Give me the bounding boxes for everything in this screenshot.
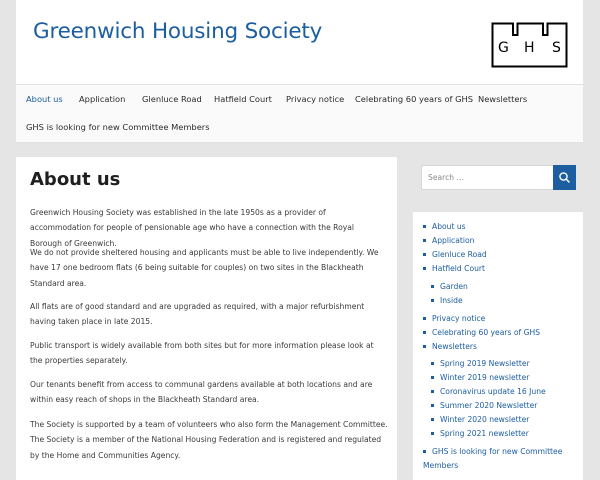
sidebar-menu [413,212,583,480]
paragraph-transport: Public transport is widely available from both sites but for more information please look at the properties separately. [30,341,374,366]
logo-letter-s: S [552,40,561,56]
site-title[interactable]: Greenwich Housing Society [33,19,323,44]
sidebar-item-committee-members[interactable] [423,447,562,456]
paragraph-establishment: Greenwich Housing Society was established in the late 1950s as a provider of accommodation for people of pensionable age who have a connection with the Royal Borough of Greenwich. [30,208,355,248]
bullet-icon [431,390,434,393]
search-form [421,165,575,190]
paragraph-management: The Society is supported by a team of volunteers who also form the Management Committee. The Society is a member of the National Housing Federation and is registered and regulated by the Home and Communities Agency. [30,420,388,460]
sidebar-item-label: Spring 2019 Newsletter [440,359,530,368]
divider-band [16,143,583,157]
main-content [16,157,397,480]
bullet-icon [431,432,434,435]
sidebar-item-label: Application [432,236,475,245]
sidebar-item-winter-2019[interactable] [431,373,529,382]
bullet-icon [423,331,426,334]
sidebar-item-label: GHS is looking for new Committee [432,447,563,456]
sidebar-item-spring-2021[interactable] [431,429,529,438]
nav-item-glenluce-road[interactable]: Glenluce Road [142,94,202,104]
bullet-icon [423,253,426,256]
bullet-icon [431,299,434,302]
column-gap [397,157,413,480]
bullet-icon [423,267,426,270]
sidebar-item-label: Spring 2021 newsletter [440,429,529,438]
ghs-logo[interactable] [491,22,568,68]
nav-item-about-us[interactable]: About us [26,94,63,104]
nav-item-committee-members[interactable]: GHS is looking for new Committee Members [26,122,210,132]
sidebar-item-application[interactable] [423,236,474,245]
bullet-icon [431,404,434,407]
page-title: About us [30,169,121,190]
nav-item-newsletters[interactable]: Newsletters [478,94,528,104]
sidebar-item-newsletters[interactable] [423,342,477,351]
search-icon [553,165,576,190]
sidebar-item-label: About us [432,222,466,231]
bullet-icon [423,450,426,453]
sidebar-item-label: Celebrating 60 years of GHS [432,328,541,337]
sidebar-item-celebrating-60-years[interactable] [423,328,540,337]
bullet-icon [423,225,426,228]
bullet-icon [431,362,434,365]
nav-item-celebrating-60-years[interactable]: Celebrating 60 years of GHS [355,94,474,104]
site-header [16,0,583,84]
sidebar-item-spring-2019[interactable] [431,359,530,368]
bullet-icon [423,239,426,242]
logo-letter-h: H [524,40,535,56]
sidebar-item-inside[interactable] [431,296,463,305]
sidebar-item-hatfield-court[interactable] [423,264,485,273]
bullet-icon [431,285,434,288]
sidebar-item-label: Winter 2020 newsletter [440,415,530,424]
sidebar-item-label: Privacy notice [432,314,486,323]
sidebar-item-label: Coronavirus update 16 June [440,387,546,396]
sidebar-item-label: Summer 2020 Newsletter [440,401,538,410]
bullet-icon [431,376,434,379]
sidebar-item-label: Inside [440,296,463,305]
paragraph-independence: We do not provide sheltered housing and applicants must be able to live independently. We have 17 one bedroom flats (6 being suitable for couples) on two sites in the Blackheath Standard area. [30,248,379,288]
sidebar-item-summer-2020[interactable] [431,401,537,410]
sidebar-item-label: Hatfield Court [432,264,486,273]
nav-item-hatfield-court[interactable]: Hatfield Court [214,94,272,104]
sidebar-item-label: Glenluce Road [432,250,487,259]
paragraph-standard: All flats are of good standard and are upgraded as required, with a major refurbishment having taken place in late 2015. [30,302,365,327]
sidebar-item-label: Garden [440,282,468,291]
paragraph-gardens: Our tenants benefit from access to communal gardens available at both locations and are within easy reach of shops in the Blackheath Standard area. [30,380,373,405]
bullet-icon [431,418,434,421]
main-navigation [16,84,583,143]
bullet-icon [423,345,426,348]
site-container [16,0,583,480]
sidebar-item-privacy-notice[interactable] [423,314,485,323]
sidebar-item-coronavirus-update[interactable] [431,387,546,396]
sidebar-item-committee-members-cont[interactable] [423,461,458,470]
sidebar-item-glenluce-road[interactable] [423,250,487,259]
nav-item-privacy-notice[interactable]: Privacy notice [286,94,345,104]
bullet-icon [423,317,426,320]
sidebar-item-garden[interactable] [431,282,468,291]
sidebar-item-label: Members [423,461,459,470]
sidebar [413,157,583,480]
sidebar-item-winter-2020[interactable] [431,415,529,424]
sidebar-item-label: Newsletters [432,342,478,351]
sidebar-item-label: Winter 2019 newsletter [440,373,530,382]
sidebar-item-about-us[interactable] [423,222,466,231]
nav-item-application[interactable]: Application [79,94,126,104]
search-input[interactable] [422,166,553,189]
logo-letter-g: G [498,40,509,56]
search-button[interactable] [553,165,576,190]
